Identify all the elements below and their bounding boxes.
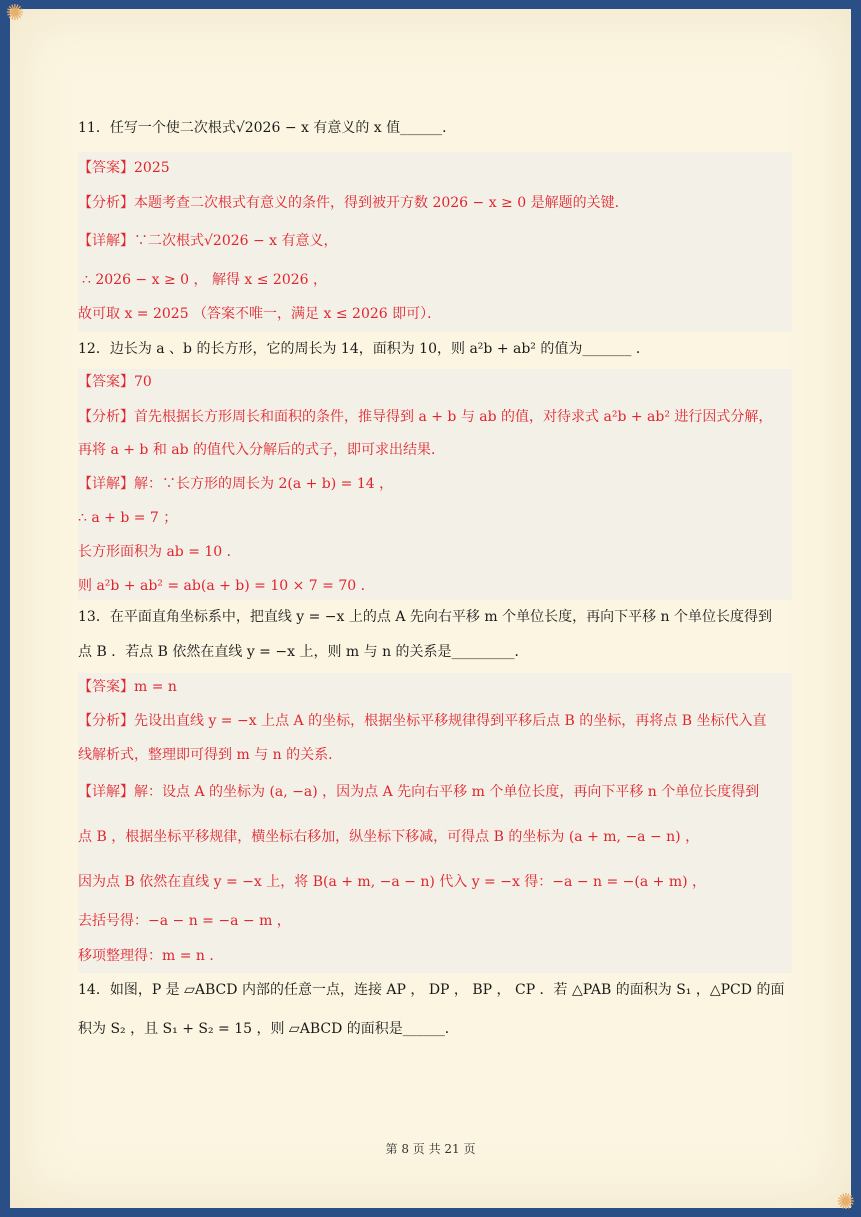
question-14-line2: 积为 S₂ ，且 S₁ + S₂ = 15 ，则 ▱ABCD 的面积是______．	[78, 1021, 459, 1037]
document-page	[5, 1, 856, 1215]
corner-flower-icon: ✺	[5, 1, 25, 26]
detail-13-line1: 【详解】解：设点 A 的坐标为 (a, −a) ，因为点 A 先向右平移 m 个单位长度，再向下平移 n 个单位长度得到	[78, 784, 760, 800]
step-13-3: 移项整理得：m = n ．	[78, 948, 224, 964]
question-13-line2: 点 B ．若点 B 依然在直线 y = −x 上，则 m 与 n 的关系是_________．	[78, 644, 529, 660]
answer-13: 【答案】m = n	[78, 679, 177, 695]
step-12-3: 则 a²b + ab² = ab(a + b) = 10 × 7 = 70 ．	[78, 578, 375, 594]
question-12: 12．边长为 a 、b 的长方形，它的周长为 14，面积为 10，则 a²b + ab² 的值为_______ ．	[78, 341, 650, 357]
step-12-2: 长方形面积为 ab = 10 ．	[78, 544, 241, 560]
step-11-1: ∴ 2026 − x ≥ 0 ， 解得 x ≤ 2026 ，	[82, 272, 328, 288]
detail-12: 【详解】解：∵长方形的周长为 2(a + b) = 14 ，	[78, 476, 394, 492]
question-11: 11．任写一个使二次根式√2026 − x 有意义的 x 值______．	[78, 120, 457, 136]
corner-flower-icon: ✺	[836, 1190, 856, 1215]
detail-13-line2: 点 B ，根据坐标平移规律，横坐标右移加，纵坐标下移减，可得点 B 的坐标为 (a + m, −a − n) ，	[78, 829, 700, 845]
page-footer: 第 8 页 共 21 页	[385, 1142, 476, 1156]
answer-11: 【答案】2025	[78, 160, 170, 176]
step-12-1: ∴ a + b = 7 ；	[78, 510, 178, 526]
analysis-12-line2: 再将 a + b 和 ab 的值代入分解后的式子，即可求出结果．	[78, 442, 446, 458]
step-13-2: 去括号得：−a − n = −a − m ，	[78, 913, 291, 929]
analysis-12-line1: 【分析】首先根据长方形周长和面积的条件，推导得到 a + b 与 ab 的值，对待求式 a²b + ab² 进行因式分解，	[78, 409, 773, 425]
detail-11: 【详解】∵二次根式√2026 − x 有意义，	[78, 233, 338, 249]
analysis-13-line2: 线解析式，整理即可得到 m 与 n 的关系．	[78, 747, 343, 763]
question-14-line1: 14．如图，P 是 ▱ABCD 内部的任意一点，连接 AP ， DP ， BP ， CP ．若 △PAB 的面积为 S₁ ，△PCD 的面	[78, 982, 785, 998]
answer-12: 【答案】70	[78, 374, 152, 390]
step-11-2: 故可取 x = 2025 （答案不唯一，满足 x ≤ 2026 即可）．	[78, 306, 442, 322]
analysis-13-line1: 【分析】先设出直线 y = −x 上点 A 的坐标，根据坐标平移规律得到平移后点 B 的坐标，再将点 B 坐标代入直	[78, 713, 767, 729]
question-13-line1: 13．在平面直角坐标系中，把直线 y = −x 上的点 A 先向右平移 m 个单位长度，再向下平移 n 个单位长度得到	[78, 609, 772, 625]
analysis-11: 【分析】本题考查二次根式有意义的条件，得到被开方数 2026 − x ≥ 0 是解题的关键．	[78, 195, 629, 211]
step-13-1: 因为点 B 依然在直线 y = −x 上，将 B(a + m, −a − n) 代入 y = −x 得：−a − n = −(a + m) ，	[78, 874, 707, 890]
